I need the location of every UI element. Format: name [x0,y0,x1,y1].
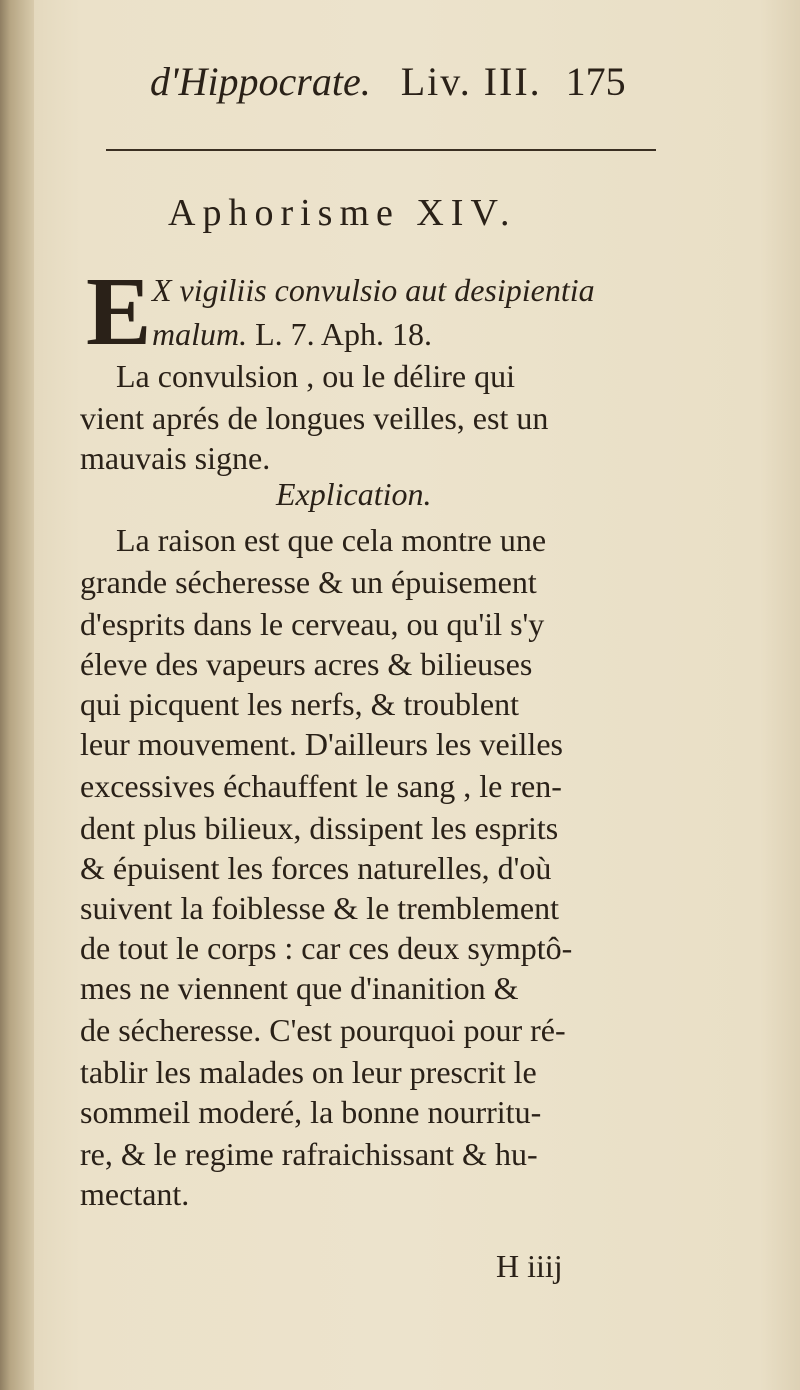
explication-line: suivent la foiblesse & le tremblement [80,890,559,926]
latin-text-2: malum. [152,316,248,352]
running-header [150,52,710,112]
explication-line: mes ne viennent que d'inanition & [80,970,519,1006]
running-title: d'Hippocrate. [150,59,371,104]
latin-text-line-2 [152,312,712,356]
explication-line: leur mouvement. D'ailleurs les veilles [80,726,563,762]
translation-line: La convulsion , ou le délire qui [116,358,516,394]
explication-line: de sécheresse. C'est pourquoi pour ré- [80,1012,566,1048]
explication-line: tablir les malades on leur prescrit le [80,1054,537,1090]
explication-line: d'esprits dans le cerveau, ou qu'il s'y [80,606,545,642]
latin-text-1: X vigiliis convulsio aut desipientia [152,272,595,308]
explication-line: mectant. [80,1176,190,1212]
drop-cap: E [86,258,152,366]
explication-line: sommeil moderé, la bonne nourritu- [80,1094,542,1130]
explication-title: Explication. [276,476,432,512]
aphorism-reference: L. 7. Aph. 18. [255,316,432,352]
page-number: 175 [565,59,626,104]
explication-line: qui picquent les nerfs, & troublent [80,686,520,722]
translation-line: vient aprés de longues veilles, est un [80,400,549,436]
binding-gutter [0,0,34,1390]
explication-line: grande sécheresse & un épuisement [80,564,537,600]
book-number: Liv. III. [400,59,542,104]
explication-line: La raison est que cela montre une [116,522,547,558]
header-rule [106,149,656,151]
aphorism-heading: Aphorisme XIV. [168,192,517,234]
explication-line: re, & le regime rafraichissant & hu- [80,1136,538,1172]
explication-line: éleve des vapeurs acres & bilieuses [80,646,533,682]
explication-line: dent plus bilieux, dissipent les esprits [80,810,559,846]
signature-mark: H iiij [496,1248,563,1284]
explication-line: excessives échauffent le sang , le ren- [80,768,562,804]
explication-line: de tout le corps : car ces deux symptô- [80,930,573,966]
latin-text-line-1 [152,268,712,312]
translation-line: mauvais signe. [80,440,271,476]
explication-line: & épuisent les forces naturelles, d'où [80,850,552,886]
